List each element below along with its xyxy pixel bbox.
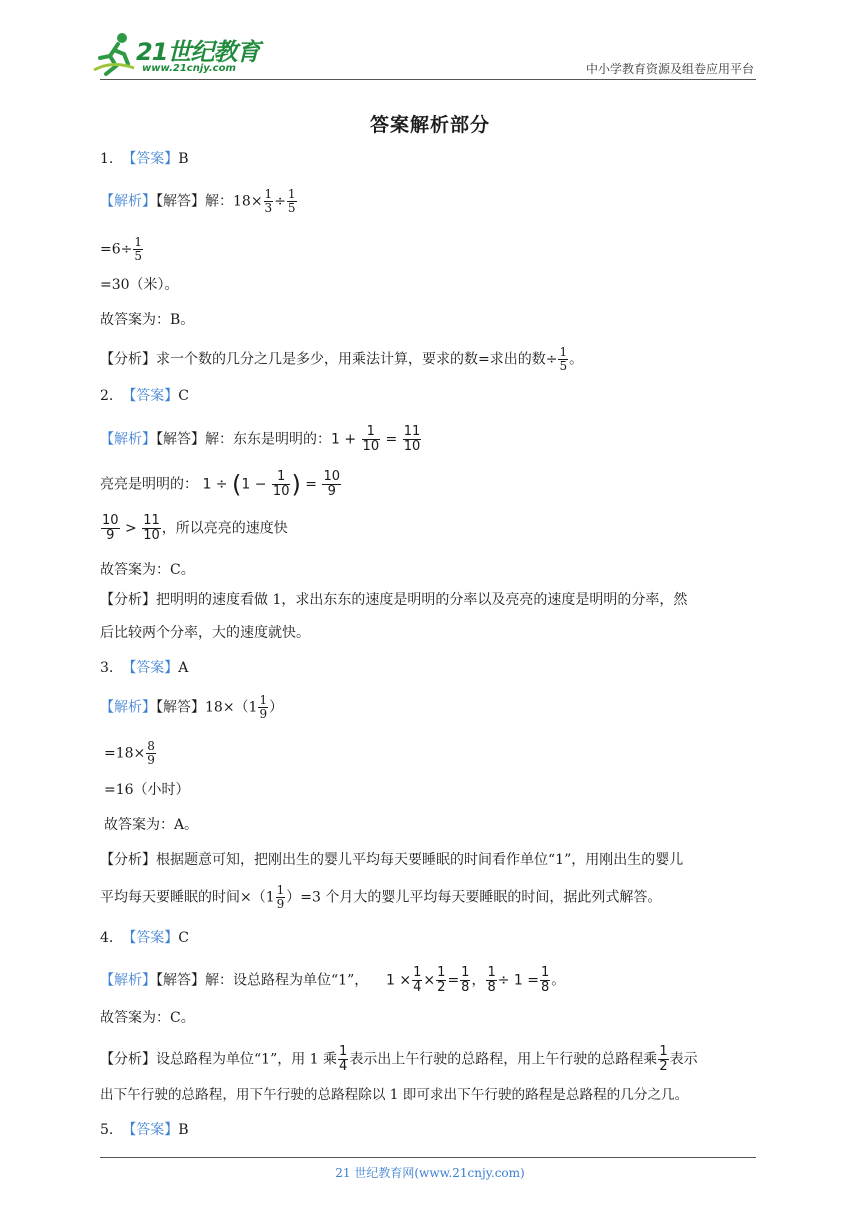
fraction: $\frac{1}{3}$ (264, 187, 273, 215)
fraction: $\frac{1}{4}$ (413, 965, 422, 995)
fraction: $\frac{1}{5}$ (134, 235, 143, 263)
answer-label: 【答案】 (122, 388, 179, 404)
q2-solution-line: 【解析】【解答】解：东东是明明的：1 + $\frac{1}{10}$ = $\frac{11}{10}$ (100, 424, 421, 454)
header-platform-text: 中小学教育资源及组卷应用平台 (585, 62, 754, 76)
q1-answer: B (178, 151, 189, 167)
q4-fenxi-2: 出下午行驶的总路程，用下午行驶的总路程除以 1 即可求出下午行驶的路程是总路程的几分之几。 (100, 1087, 689, 1103)
page-title: 答案解析部分 (369, 114, 490, 136)
q1-step3: =30（米）。 (100, 277, 179, 293)
fraction: $\frac{10}{9}$ (323, 469, 341, 499)
q1-fenxi: 【分析】求一个数的几分之几是多少，用乘法计算，要求的数=求出的数÷ $\frac{1}{5}$ 。 (100, 345, 584, 373)
q3-conclusion: 故答案为：A。 (104, 817, 199, 833)
q1-step1: 解：18× (205, 193, 263, 210)
q2-conclusion: 故答案为：C。 (100, 562, 195, 578)
fraction: $\frac{11}{10}$ (403, 424, 421, 454)
fraction: $\frac{1}{9}$ (259, 693, 268, 721)
q3-solution-line: 【解析】【解答】18×（1 $\frac{1}{9}$ ） (100, 693, 284, 721)
fraction: $\frac{1}{10}$ (272, 469, 290, 499)
q1-solution-line (100, 188, 298, 215)
q4-solution-line: 【解析】【解答】解：设总路程为单位“1”， 1 × $\frac{1}{4}$ × $\frac{1}{2}$ = $\frac{1}{8}$ ， $\frac{1}{8}$ ÷ 1 = $\frac{1}{8}$ 。 (100, 965, 566, 995)
fraction: $\frac{1}{8}$ (487, 965, 496, 995)
q4-conclusion: 故答案为：C。 (100, 1010, 195, 1026)
fraction: $\frac{8}{9}$ (147, 739, 155, 767)
footer-divider (100, 1157, 756, 1158)
answer-label: 【答案】 (122, 1122, 179, 1138)
q3-step3: =16（小时） (104, 782, 190, 798)
q2-step2: 亮亮是明明的： 1 ÷ (1 − $\frac{1}{10}$ ) = $\frac{10}{9}$ (100, 469, 341, 499)
q5-answer: B (178, 1122, 189, 1138)
q1-conclusion: 故答案为：B。 (100, 312, 195, 328)
fraction: $\frac{1}{8}$ (541, 965, 550, 995)
fraction: $\frac{1}{10}$ (362, 424, 380, 454)
header-divider (100, 79, 756, 80)
q2-answer: C (178, 388, 189, 404)
q2-fenxi-1: 【分析】把明明的速度看做 1，求出东东的速度是明明的分率以及亮亮的速度是明明的分率，然 (100, 592, 688, 608)
logo-text: 21世纪教育 (136, 38, 260, 66)
q3-fenxi-1: 【分析】根据题意可知，把刚出生的婴儿平均每天要睡眠的时间看作单位“1”，用刚出生的婴儿 (100, 852, 684, 868)
q4-answer-line: 4. 【答案】C (100, 930, 189, 946)
runner-logo-icon (92, 30, 136, 76)
fraction: $\frac{1}{2}$ (437, 965, 446, 995)
answer-label: 【答案】 (122, 930, 179, 946)
fraction: $\frac{11}{10}$ (143, 513, 160, 543)
q1-step2: =6÷ $\frac{1}{5}$ (100, 235, 143, 263)
fraction: $\frac{1}{5}$ (287, 187, 296, 215)
q3-answer-line: 3. 【答案】A (100, 660, 189, 676)
q3-answer: A (178, 660, 189, 676)
q4-fenxi-1: 【分析】设总路程为单位“1”，用 1 乘 $\frac{1}{4}$ 表示出上午行驶的总路程，用上午行驶的总路程乘 $\frac{1}{2}$ 表示 (100, 1044, 698, 1074)
fraction: $\frac{1}{5}$ (559, 345, 568, 373)
site-logo (92, 30, 262, 80)
q2-answer-line: 2. 【答案】C (100, 388, 189, 404)
q1-answer-line (100, 149, 189, 169)
answer-label: 【答案】 (122, 151, 179, 167)
logo-url: www.21cnjy.com (142, 63, 236, 74)
analysis-label: 【解析】 (100, 193, 156, 210)
page-header (0, 0, 860, 90)
q1-number: 1. (100, 151, 114, 167)
fraction: $\frac{1}{8}$ (461, 965, 470, 995)
q3-fenxi-2: 平均每天要睡眠的时间×（1 $\frac{1}{9}$ ）=3 个月大的婴儿平均每天要睡眠的时间，据此列式解答。 (100, 883, 662, 911)
operator: ÷ (274, 193, 286, 210)
q4-answer: C (178, 930, 189, 946)
solution-label: 【解答】 (156, 193, 205, 210)
footer-link[interactable]: 21 世纪教育网(www.21cnjy.com) (335, 1166, 525, 1180)
q5-answer-line: 5. 【答案】B (100, 1122, 189, 1138)
fraction: $\frac{10}{9}$ (102, 513, 119, 543)
answer-label: 【答案】 (122, 660, 179, 676)
fraction: $\frac{1}{4}$ (339, 1044, 348, 1074)
q2-fenxi-2: 后比较两个分率，大的速度就快。 (100, 625, 310, 641)
fraction: $\frac{1}{2}$ (659, 1044, 668, 1074)
fraction: $\frac{1}{9}$ (276, 883, 285, 911)
q2-step3: $\frac{10}{9}$ > $\frac{11}{10}$ ，所以亮亮的速度快 (102, 513, 288, 543)
q3-step2: =18× $\frac{8}{9}$ (104, 739, 155, 767)
